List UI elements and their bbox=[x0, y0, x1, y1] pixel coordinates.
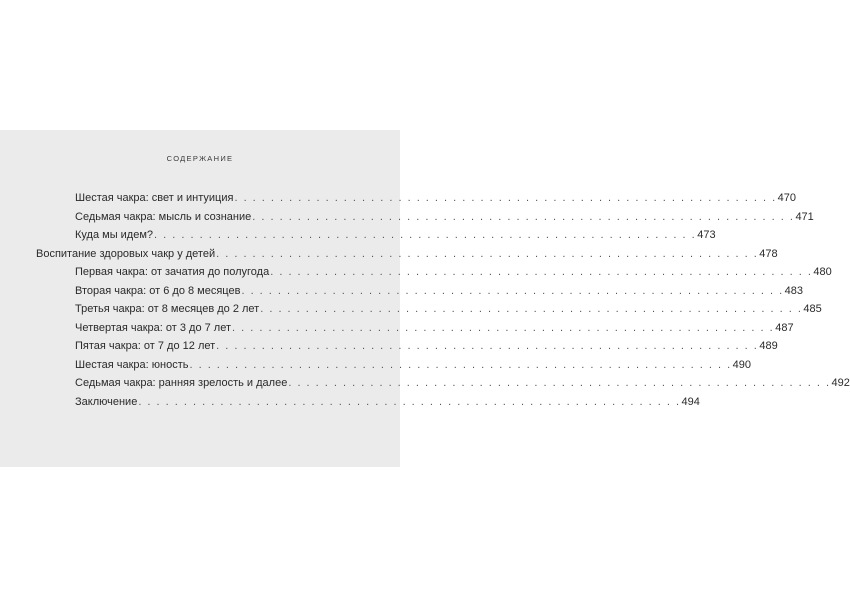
toc-dot-leader: . . . . . . . . . . . . . . . . . . . . . . . . . . . . . . . . . . . . . . . . . . . . . . . . . . . . . . . . . . . . bbox=[252, 210, 795, 223]
toc-entry-page: 483 bbox=[784, 284, 803, 297]
toc-entry-page: 487 bbox=[775, 321, 794, 334]
toc-entry-title: Четвертая чакра: от 3 до 7 лет bbox=[75, 321, 232, 334]
toc-entry-title: Шестая чакра: свет и интуиция bbox=[75, 192, 234, 204]
toc-entry-page: 480 bbox=[813, 266, 832, 278]
toc-entry-page: 489 bbox=[759, 340, 778, 352]
toc-entry-title: Заключение bbox=[75, 395, 138, 408]
toc-entry-page: 473 bbox=[697, 229, 716, 241]
toc-entry bbox=[75, 189, 796, 207]
toc-dot-leader: . . . . . . . . . . . . . . . . . . . . . . . . . . . . . . . . . . . . . . . . . . . . . . . . . . . . . . . . . . . . bbox=[154, 229, 697, 241]
toc-entry-title: Вторая чакра: от 6 до 8 месяцев bbox=[75, 284, 241, 297]
toc-entry bbox=[75, 208, 814, 226]
toc-entry-title: Шестая чакра: юность bbox=[75, 358, 189, 371]
toc-entry bbox=[75, 393, 700, 411]
toc-entry-page: 471 bbox=[795, 210, 814, 223]
toc-dot-leader: . . . . . . . . . . . . . . . . . . . . . . . . . . . . . . . . . . . . . . . . . . . . . . . . . . . . . . . . . . . . bbox=[260, 303, 803, 315]
toc-entry bbox=[75, 300, 822, 318]
toc-dot-leader: . . . . . . . . . . . . . . . . . . . . . . . . . . . . . . . . . . . . . . . . . . . . . . . . . . . . . . . . . . . . bbox=[234, 192, 777, 204]
toc-entry bbox=[75, 374, 850, 392]
toc-entry bbox=[36, 245, 778, 263]
toc-entry-page: 470 bbox=[777, 192, 796, 204]
toc-entry-page: 494 bbox=[681, 395, 700, 408]
toc-entry bbox=[75, 263, 832, 281]
toc-dot-leader: . . . . . . . . . . . . . . . . . . . . . . . . . . . . . . . . . . . . . . . . . . . . . . . . . . . . . . . . . . . . bbox=[232, 321, 775, 334]
toc-entry-title: Куда мы идем? bbox=[75, 229, 154, 241]
toc-heading: СОДЕРЖАНИЕ bbox=[166, 154, 234, 163]
toc-entry bbox=[75, 282, 803, 300]
toc-entry bbox=[75, 337, 778, 355]
toc-dot-leader: . . . . . . . . . . . . . . . . . . . . . . . . . . . . . . . . . . . . . . . . . . . . . . . . . . . . . . . . . . . . bbox=[216, 340, 759, 352]
toc-entry bbox=[75, 319, 794, 337]
toc-entry-page: 490 bbox=[732, 358, 752, 371]
toc-entry bbox=[75, 356, 752, 374]
toc-entry-title: Первая чакра: от зачатия до полугода bbox=[75, 266, 270, 278]
toc-entry-page: 485 bbox=[803, 303, 822, 315]
toc-entry-page: 492 bbox=[831, 377, 850, 389]
toc-entry-page: 478 bbox=[759, 247, 778, 260]
toc-entry-title: Воспитание здоровых чакр у детей bbox=[36, 247, 216, 260]
toc-dot-leader: . . . . . . . . . . . . . . . . . . . . . . . . . . . . . . . . . . . . . . . . . . . . . . . . . . . . . . . . . . . . bbox=[288, 377, 831, 389]
toc-dot-leader: . . . . . . . . . . . . . . . . . . . . . . . . . . . . . . . . . . . . . . . . . . . . . . . . . . . . . . . . . . . . bbox=[270, 266, 813, 278]
toc-entry-title: Седьмая чакра: ранняя зрелость и далее bbox=[75, 377, 288, 389]
toc-entry bbox=[75, 226, 716, 244]
toc-dot-leader: . . . . . . . . . . . . . . . . . . . . . . . . . . . . . . . . . . . . . . . . . . . . . . . . . . . . . . . . . . . . bbox=[216, 247, 759, 260]
toc-dot-leader: . . . . . . . . . . . . . . . . . . . . . . . . . . . . . . . . . . . . . . . . . . . . . . . . . . . . . . . . . . . . bbox=[189, 358, 732, 371]
toc-dot-leader: . . . . . . . . . . . . . . . . . . . . . . . . . . . . . . . . . . . . . . . . . . . . . . . . . . . . . . . . . . . . bbox=[241, 284, 784, 297]
toc-entry-title: Третья чакра: от 8 месяцев до 2 лет bbox=[75, 303, 260, 315]
toc-entry-title: Пятая чакра: от 7 до 12 лет bbox=[75, 340, 216, 352]
toc-entry-title: Седьмая чакра: мысль и сознание bbox=[75, 210, 252, 223]
toc-dot-leader: . . . . . . . . . . . . . . . . . . . . . . . . . . . . . . . . . . . . . . . . . . . . . . . . . . . . . . . . . . . . bbox=[138, 395, 681, 408]
